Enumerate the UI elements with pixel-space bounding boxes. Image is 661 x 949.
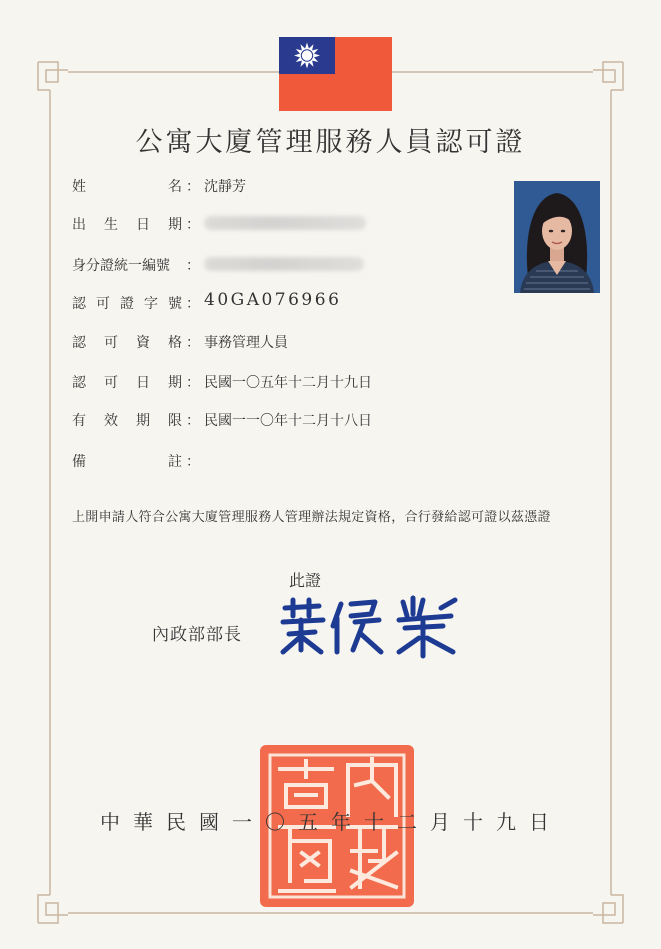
holder-photo: [514, 181, 600, 293]
cisheng-label: 此證: [289, 571, 322, 590]
certificate-title: 公寓大廈管理服務人員認可證: [135, 127, 526, 158]
issue-date: 中華民國一〇五年十二月十九日: [100, 810, 562, 834]
approval-date-value: 民國一〇五年十二月十九日: [204, 375, 372, 391]
field-label: 出 生 日 期: [72, 217, 182, 233]
minister-signature: [275, 594, 475, 660]
certification-statement: 上開申請人符合公寓大廈管理服務人管理辦法規定資格，合行發給認可證以茲憑證: [72, 510, 551, 525]
expiry-date-value: 民國一一〇年十二月十八日: [204, 413, 372, 429]
certificate-number: 40GA076966: [204, 290, 342, 310]
minister-title: 內政部部長: [152, 625, 242, 645]
field-label: 認 可 資 格: [72, 335, 182, 351]
field-label: 有 效 期 限: [72, 413, 182, 429]
field-label: 姓 名: [72, 179, 182, 195]
field-label: 認 可 日 期: [72, 375, 182, 391]
field-label: 身分證統一編號: [72, 258, 170, 274]
redacted-id-number: [204, 257, 364, 271]
national-flag-icon: [279, 37, 392, 111]
name-value: 沈靜芳: [204, 179, 246, 195]
field-label: 備 註: [72, 454, 182, 470]
qualification-value: 事務管理人員: [204, 335, 288, 351]
certificate: 公寓大廈管理服務人員認可證 姓 名 ： 沈靜芳 出 生 日 期 ： 身分證統一編號 ： 認 可 證 字 號 ： 40GA076966 認 可 資 格 ： 事務管理人員 認 可 日 期 ： 民國一〇五年十二月十九日 有 效 期 限 ： 民國一一〇年十二月十八日 備 註 ： 上開申請人符合公寓大廈管理服務人管理辦法規定資格，合行發給認可證以茲憑證 此證 內政部部長 中華民國一〇五年十二月十九日: [0, 0, 661, 949]
redacted-birthdate: [204, 216, 366, 230]
field-label: 認 可 證 字 號: [72, 296, 182, 312]
